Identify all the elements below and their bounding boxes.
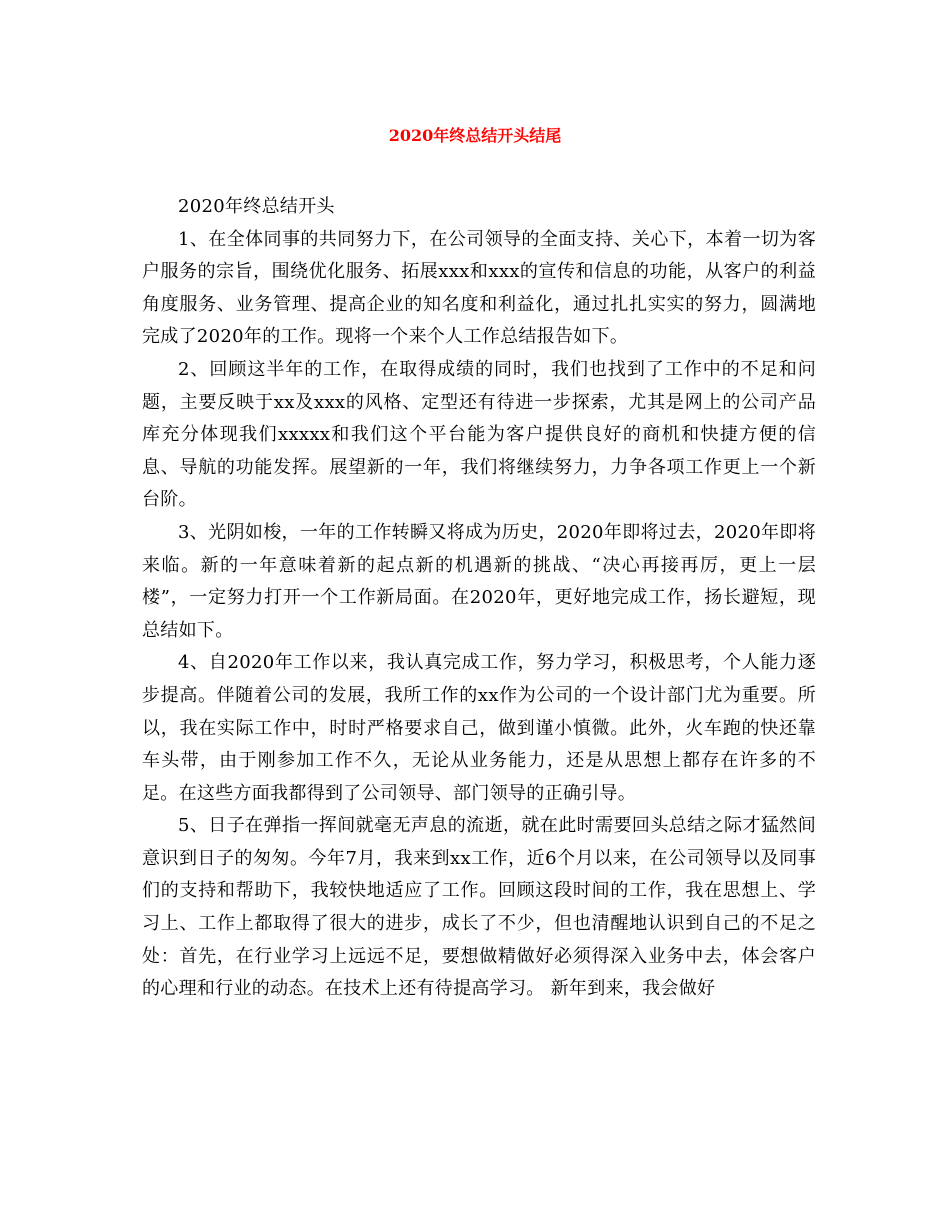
paragraph-2: 2、回顾这半年的工作，在取得成绩的同时，我们也找到了工作中的不足和问题，主要反映于xx及xxx的风格、定型还有待进一步探索，尤其是网上的公司产品库充分体现我们xxxxx和我们这个平台能为客户提供良好的商机和快捷方便的信息、导航的功能发挥。展望新的一年，我们将继续努力，力争各项工作更上一个新台阶。 bbox=[142, 358, 816, 511]
paragraph-4: 4、自2020年工作以来，我认真完成工作，努力学习，积极思考，个人能力逐步提高。伴随着公司的发展，我所工作的xx作为公司的一个设计部门尤为重要。所以，我在实际工作中，时时严格要求自己，做到谨小慎微。此外，火车跑的快还靠车头带，由于刚参加工作不久，无论从业务能力，还是从思想上都存在许多的不足。在这些方面我都得到了公司领导、部门领导的正确引导。 bbox=[142, 652, 816, 804]
document-body bbox=[142, 191, 816, 1006]
section-heading: 2020年终总结开头 bbox=[178, 196, 335, 217]
paragraph-1: 1、在全体同事的共同努力下，在公司领导的全面支持、关心下，本着一切为客户服务的宗旨，围绕优化服务、拓展xxx和xxx的宣传和信息的功能，从客户的利益角度服务、业务管理、提高企业的知名度和利益化，通过扎扎实实的努力，圆满地完成了2020年的工作。现将一个来个人工作总结报告如下。 bbox=[142, 228, 816, 348]
document-title: 2020年终总结开头结尾 bbox=[388, 126, 562, 145]
paragraph-5: 5、日子在弹指一挥间就毫无声息的流逝，就在此时需要回头总结之际才猛然间意识到日子的匆匆。今年7月，我来到xx工作，近6个月以来，在公司领导以及同事们的支持和帮助下，我较快地适应了工作。回顾这段时间的工作，我在思想上、学习上、工作上都取得了很大的进步，成长了不少，但也清醒地认识到自己的不足之处：首先，在行业学习上远远不足，要想做精做好必须得深入业务中去，体会客户的心理和行业的动态。在技术上还有待提高学习。 新年到来，我会做好 bbox=[142, 815, 816, 1000]
paragraph-3: 3、光阴如梭，一年的工作转瞬又将成为历史，2020年即将过去，2020年即将来临。新的一年意味着新的起点新的机遇新的挑战、“决心再接再厉，更上一层楼”，一定努力打开一个工作新局面。在2020年，更好地完成工作，扬长避短，现总结如下。 bbox=[142, 521, 816, 641]
